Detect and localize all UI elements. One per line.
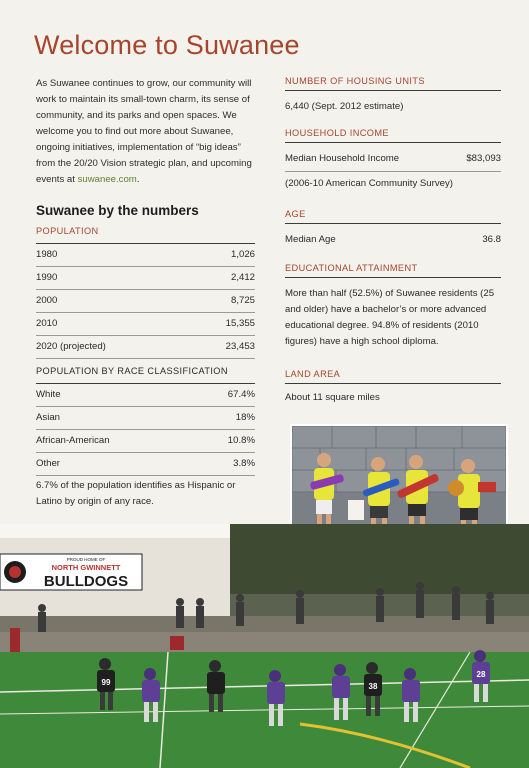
row-label: Asian: [36, 412, 60, 423]
age-row: [285, 229, 501, 252]
football-field-illustration: [0, 524, 529, 768]
row-label: 2010: [36, 318, 58, 329]
row-value: 15,355: [225, 318, 255, 329]
row-value: 18%: [235, 412, 255, 423]
population-table: [36, 243, 255, 359]
table-row: [36, 313, 255, 336]
row-value: 1,026: [230, 249, 255, 260]
row-label: 2020 (projected): [36, 341, 106, 352]
race-label: POPULATION BY RACE CLASSIFICATION: [36, 366, 228, 376]
numbers-heading: Suwanee by the numbers: [36, 203, 199, 218]
income-section: [285, 128, 501, 192]
income-source: (2006-10 American Community Survey): [285, 178, 453, 189]
land-section: [285, 369, 501, 406]
table-row: [36, 407, 255, 430]
row-label: 2000: [36, 295, 58, 306]
intro-end: .: [136, 174, 140, 185]
jersey-number: 99: [101, 678, 111, 687]
row-value: 2,412: [230, 272, 255, 283]
education-text: More than half (52.5%) of Suwanee residents (25 and older) have a bachelor’s or more advanced educational degree. 94.8% of residents (2010 figures) have a high school diploma.: [285, 288, 495, 347]
land-value: About 11 square miles: [285, 392, 380, 403]
row-label: African-American: [36, 435, 110, 446]
sign-small-text: PROUD HOME OF: [66, 557, 106, 562]
row-value: 10.8%: [227, 435, 255, 446]
education-label: EDUCATIONAL ATTAINMENT: [285, 263, 501, 278]
income-row-label: Median Household Income: [285, 153, 400, 164]
age-label: AGE: [285, 209, 501, 224]
page-title: Welcome to Suwanee: [34, 30, 300, 60]
intro-text: As Suwanee continues to grow, our community will work to maintain its small-town charm, its sense of community, and its parks and open spaces. We welcome you to find out more about Suwanee, ongoing initiatives, implementation of “big ideas” from the 20/20 Vision strategic plan, and upcoming events at: [36, 78, 252, 185]
row-value: 3.8%: [233, 458, 255, 469]
land-label: LAND AREA: [285, 369, 501, 384]
table-row: [36, 267, 255, 290]
table-row: [36, 244, 255, 267]
table-row: [36, 430, 255, 453]
table-row: [36, 290, 255, 313]
football-field-photo: [0, 524, 529, 768]
table-row: [36, 453, 255, 476]
website-link[interactable]: suwanee.com: [77, 174, 137, 185]
sign-team-text: BULLDOGS: [43, 573, 129, 590]
education-section: [285, 263, 501, 350]
sign-school-text: NORTH GWINNETT: [51, 563, 121, 572]
row-value: 67.4%: [227, 389, 255, 400]
age-row-value: 36.8: [482, 234, 501, 245]
row-label: Other: [36, 458, 60, 469]
income-row: [285, 148, 501, 172]
population-label: POPULATION: [36, 226, 99, 236]
income-label: HOUSEHOLD INCOME: [285, 128, 501, 143]
row-label: 1990: [36, 272, 58, 283]
age-section: [285, 209, 501, 252]
intro-paragraph: [36, 76, 261, 188]
row-value: 8,725: [230, 295, 255, 306]
housing-section: [285, 76, 501, 115]
row-value: 23,453: [225, 341, 255, 352]
age-row-label: Median Age: [285, 234, 336, 245]
income-row-value: $83,093: [466, 153, 501, 164]
jersey-number: 28: [476, 670, 486, 679]
table-row: [36, 384, 255, 407]
housing-value: 6,440 (Sept. 2012 estimate): [285, 101, 404, 112]
row-label: White: [36, 389, 61, 400]
table-row: [36, 336, 255, 359]
jersey-number: 38: [368, 682, 378, 691]
row-label: 1980: [36, 249, 58, 260]
housing-label: NUMBER OF HOUSING UNITS: [285, 76, 501, 91]
hispanic-note: 6.7% of the population identifies as Hispanic or Latino by origin of any race.: [36, 480, 236, 507]
race-table: [36, 383, 255, 476]
